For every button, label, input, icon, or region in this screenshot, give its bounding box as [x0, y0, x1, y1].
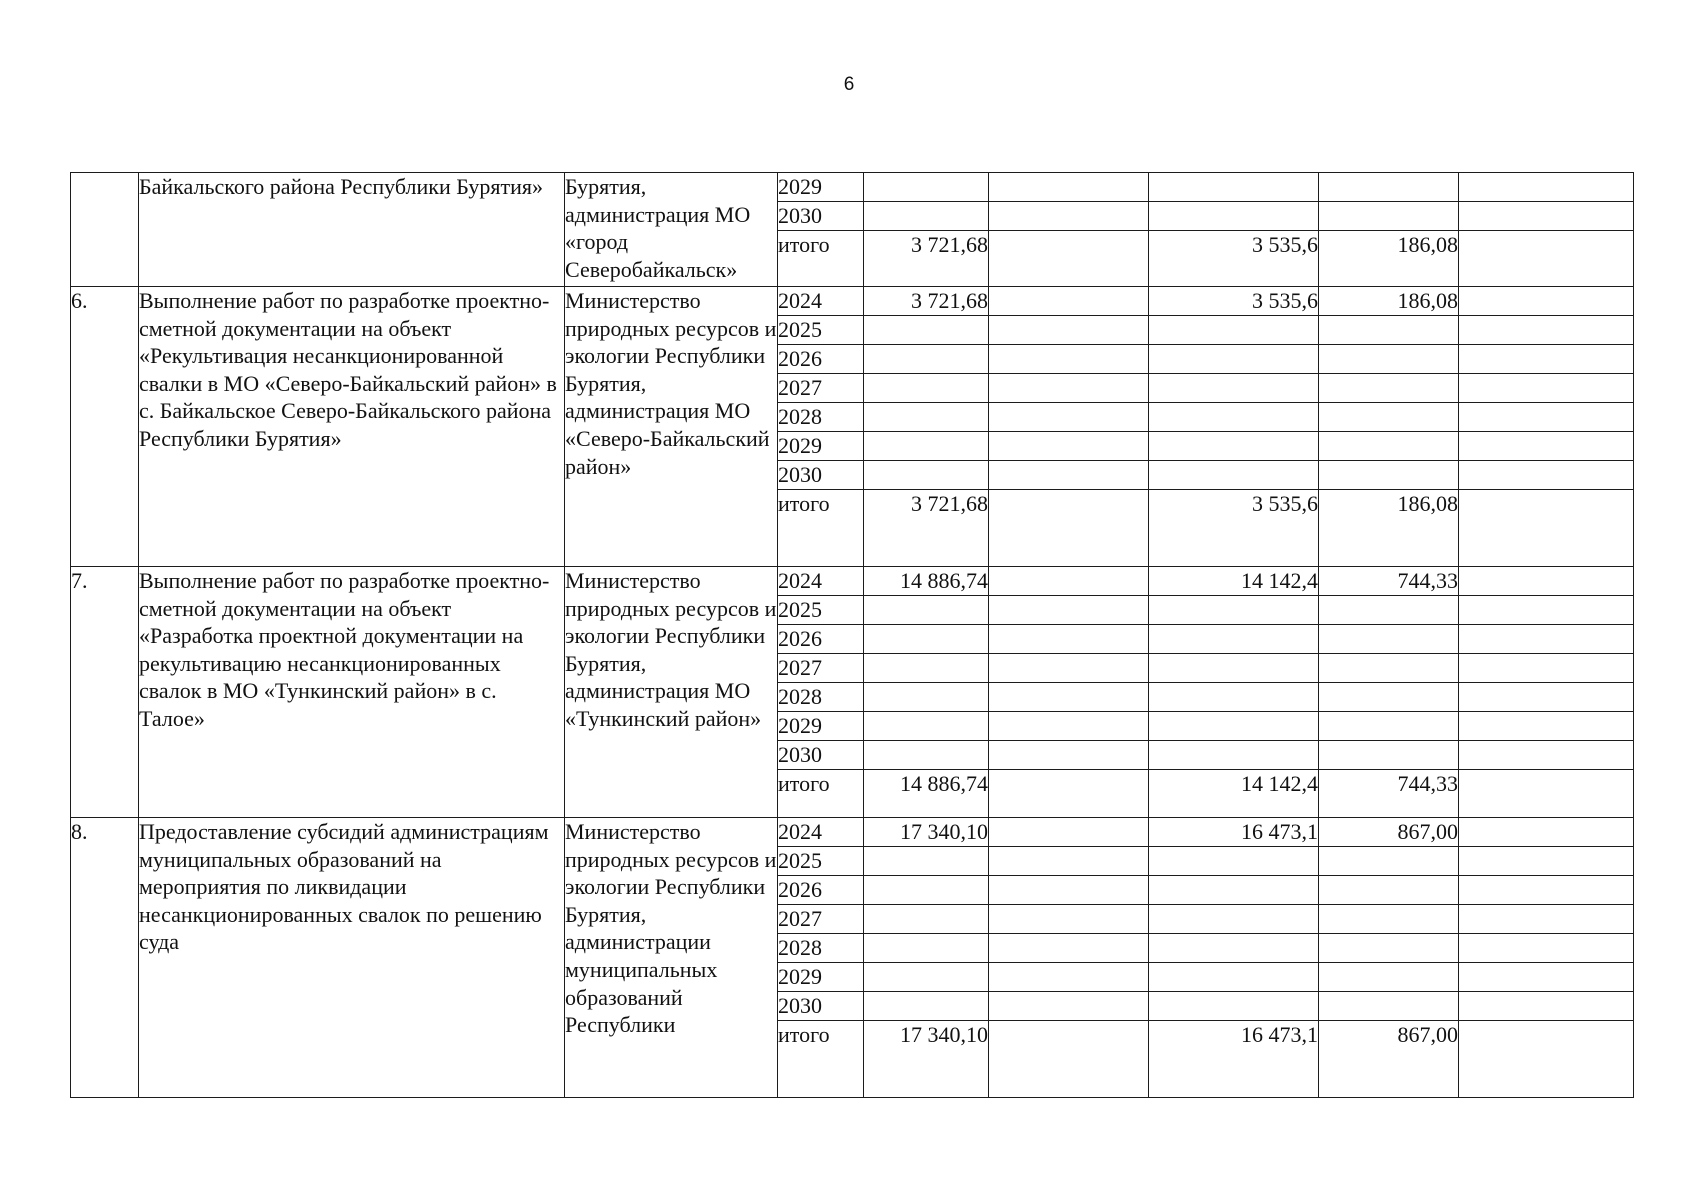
federal-cell [989, 287, 1149, 316]
other-cell [1459, 876, 1634, 905]
other-cell [1459, 992, 1634, 1021]
year-cell: итого [778, 1021, 864, 1098]
republic-cell [1149, 345, 1319, 374]
executor-cell: Бурятия, администрация МО «город Северобайкальск» [565, 173, 778, 287]
measure-name-cell: Выполнение работ по разработке проектно-сметной документации на объект «Рекультивация несанкционированной свалки в МО «Северо-Байкальский район» в с. Байкальское Северо-Байкальского района Республики Бурятия» [139, 287, 565, 567]
year-cell: 2027 [778, 654, 864, 683]
program-measures-table [70, 172, 1634, 1098]
year-cell: итого [778, 490, 864, 567]
federal-cell [989, 905, 1149, 934]
total-cell [864, 625, 989, 654]
local-cell [1319, 403, 1459, 432]
year-cell: 2026 [778, 876, 864, 905]
local-cell [1319, 316, 1459, 345]
republic-cell [1149, 876, 1319, 905]
year-cell: 2025 [778, 596, 864, 625]
table-row [71, 173, 1634, 202]
total-cell [864, 741, 989, 770]
republic-cell [1149, 461, 1319, 490]
row-number-cell: 8. [71, 818, 139, 1098]
total-cell: 17 340,10 [864, 818, 989, 847]
year-cell: 2030 [778, 461, 864, 490]
other-cell [1459, 847, 1634, 876]
row-number-cell: 6. [71, 287, 139, 567]
measure-name-cell: Предоставление субсидий администрациям муниципальных образований на мероприятия по ликвидации несанкционированных свалок по решению суда [139, 818, 565, 1098]
federal-cell [989, 712, 1149, 741]
year-cell: 2024 [778, 818, 864, 847]
local-cell [1319, 374, 1459, 403]
republic-cell [1149, 625, 1319, 654]
other-cell [1459, 741, 1634, 770]
page-number: 6 [843, 74, 855, 95]
federal-cell [989, 1021, 1149, 1098]
federal-cell [989, 596, 1149, 625]
republic-cell: 3 535,6 [1149, 490, 1319, 567]
local-cell [1319, 345, 1459, 374]
federal-cell [989, 683, 1149, 712]
other-cell [1459, 963, 1634, 992]
year-cell: 2025 [778, 316, 864, 345]
total-cell: 14 886,74 [864, 567, 989, 596]
local-cell [1319, 847, 1459, 876]
federal-cell [989, 963, 1149, 992]
total-cell: 14 886,74 [864, 770, 989, 818]
republic-cell: 3 535,6 [1149, 287, 1319, 316]
other-cell [1459, 461, 1634, 490]
republic-cell: 16 473,1 [1149, 818, 1319, 847]
year-cell: 2028 [778, 683, 864, 712]
other-cell [1459, 818, 1634, 847]
other-cell [1459, 345, 1634, 374]
republic-cell [1149, 432, 1319, 461]
federal-cell [989, 231, 1149, 287]
table-row [71, 567, 1634, 596]
total-cell [864, 963, 989, 992]
other-cell [1459, 490, 1634, 567]
other-cell [1459, 567, 1634, 596]
total-cell [864, 345, 989, 374]
total-cell [864, 432, 989, 461]
republic-cell [1149, 654, 1319, 683]
local-cell: 744,33 [1319, 770, 1459, 818]
year-cell: 2024 [778, 567, 864, 596]
republic-cell [1149, 202, 1319, 231]
local-cell [1319, 202, 1459, 231]
year-cell: 2029 [778, 432, 864, 461]
other-cell [1459, 231, 1634, 287]
measure-name-cell: Байкальского района Республики Бурятия» [139, 173, 565, 287]
local-cell [1319, 876, 1459, 905]
republic-cell [1149, 316, 1319, 345]
local-cell [1319, 712, 1459, 741]
local-cell [1319, 173, 1459, 202]
year-cell: 2029 [778, 712, 864, 741]
total-cell: 3 721,68 [864, 287, 989, 316]
other-cell [1459, 596, 1634, 625]
local-cell: 867,00 [1319, 1021, 1459, 1098]
other-cell [1459, 173, 1634, 202]
year-cell: 2030 [778, 992, 864, 1021]
federal-cell [989, 992, 1149, 1021]
total-cell [864, 876, 989, 905]
table-row [71, 818, 1634, 847]
year-cell: 2027 [778, 374, 864, 403]
year-cell: 2030 [778, 741, 864, 770]
republic-cell [1149, 905, 1319, 934]
federal-cell [989, 403, 1149, 432]
other-cell [1459, 403, 1634, 432]
republic-cell [1149, 963, 1319, 992]
total-cell [864, 316, 989, 345]
row-number-cell: 7. [71, 567, 139, 818]
federal-cell [989, 490, 1149, 567]
year-cell: 2026 [778, 625, 864, 654]
republic-cell [1149, 596, 1319, 625]
local-cell [1319, 905, 1459, 934]
republic-cell [1149, 712, 1319, 741]
executor-cell: Министерство природных ресурсов и экологии Республики Бурятия, администрации муниципальных образований Республики [565, 818, 778, 1098]
republic-cell [1149, 934, 1319, 963]
republic-cell [1149, 403, 1319, 432]
federal-cell [989, 374, 1149, 403]
other-cell [1459, 1021, 1634, 1098]
federal-cell [989, 847, 1149, 876]
other-cell [1459, 654, 1634, 683]
total-cell [864, 934, 989, 963]
other-cell [1459, 625, 1634, 654]
total-cell [864, 654, 989, 683]
local-cell [1319, 596, 1459, 625]
republic-cell [1149, 374, 1319, 403]
other-cell [1459, 712, 1634, 741]
total-cell [864, 712, 989, 741]
year-cell: 2028 [778, 934, 864, 963]
local-cell [1319, 461, 1459, 490]
year-cell: 2030 [778, 202, 864, 231]
total-cell [864, 403, 989, 432]
federal-cell [989, 934, 1149, 963]
local-cell [1319, 934, 1459, 963]
republic-cell [1149, 173, 1319, 202]
total-cell [864, 683, 989, 712]
federal-cell [989, 876, 1149, 905]
executor-cell: Министерство природных ресурсов и экологии Республики Бурятия, администрация МО «Тункинский район» [565, 567, 778, 818]
year-cell: 2025 [778, 847, 864, 876]
total-cell [864, 596, 989, 625]
other-cell [1459, 374, 1634, 403]
republic-cell [1149, 683, 1319, 712]
year-cell: 2029 [778, 963, 864, 992]
other-cell [1459, 432, 1634, 461]
local-cell: 186,08 [1319, 231, 1459, 287]
republic-cell: 16 473,1 [1149, 1021, 1319, 1098]
year-cell: итого [778, 231, 864, 287]
local-cell [1319, 741, 1459, 770]
local-cell: 744,33 [1319, 567, 1459, 596]
federal-cell [989, 770, 1149, 818]
year-cell: 2024 [778, 287, 864, 316]
federal-cell [989, 461, 1149, 490]
total-cell [864, 374, 989, 403]
year-cell: 2027 [778, 905, 864, 934]
total-cell [864, 847, 989, 876]
federal-cell [989, 654, 1149, 683]
other-cell [1459, 905, 1634, 934]
total-cell [864, 461, 989, 490]
total-cell [864, 202, 989, 231]
republic-cell [1149, 847, 1319, 876]
local-cell [1319, 963, 1459, 992]
local-cell [1319, 654, 1459, 683]
executor-cell: Министерство природных ресурсов и экологии Республики Бурятия, администрация МО «Северо-Байкальский район» [565, 287, 778, 567]
local-cell [1319, 625, 1459, 654]
total-cell [864, 173, 989, 202]
federal-cell [989, 818, 1149, 847]
table-body [71, 173, 1634, 1098]
other-cell [1459, 202, 1634, 231]
local-cell: 186,08 [1319, 287, 1459, 316]
republic-cell: 14 142,4 [1149, 567, 1319, 596]
local-cell [1319, 992, 1459, 1021]
republic-cell: 14 142,4 [1149, 770, 1319, 818]
year-cell: 2028 [778, 403, 864, 432]
federal-cell [989, 202, 1149, 231]
year-cell: итого [778, 770, 864, 818]
local-cell [1319, 432, 1459, 461]
federal-cell [989, 432, 1149, 461]
other-cell [1459, 287, 1634, 316]
other-cell [1459, 683, 1634, 712]
total-cell [864, 992, 989, 1021]
republic-cell [1149, 741, 1319, 770]
total-cell: 17 340,10 [864, 1021, 989, 1098]
local-cell: 867,00 [1319, 818, 1459, 847]
other-cell [1459, 316, 1634, 345]
federal-cell [989, 173, 1149, 202]
table-row [71, 287, 1634, 316]
federal-cell [989, 741, 1149, 770]
federal-cell [989, 625, 1149, 654]
republic-cell: 3 535,6 [1149, 231, 1319, 287]
year-cell: 2026 [778, 345, 864, 374]
total-cell: 3 721,68 [864, 490, 989, 567]
local-cell: 186,08 [1319, 490, 1459, 567]
local-cell [1319, 683, 1459, 712]
measure-name-cell: Выполнение работ по разработке проектно-сметной документации на объект «Разработка проектной документации на рекультивацию несанкционированных свалок в МО «Тункинский район» в с. Талое» [139, 567, 565, 818]
republic-cell [1149, 992, 1319, 1021]
year-cell: 2029 [778, 173, 864, 202]
row-number-cell [71, 173, 139, 287]
other-cell [1459, 770, 1634, 818]
federal-cell [989, 567, 1149, 596]
other-cell [1459, 934, 1634, 963]
federal-cell [989, 345, 1149, 374]
total-cell [864, 905, 989, 934]
total-cell: 3 721,68 [864, 231, 989, 287]
federal-cell [989, 316, 1149, 345]
